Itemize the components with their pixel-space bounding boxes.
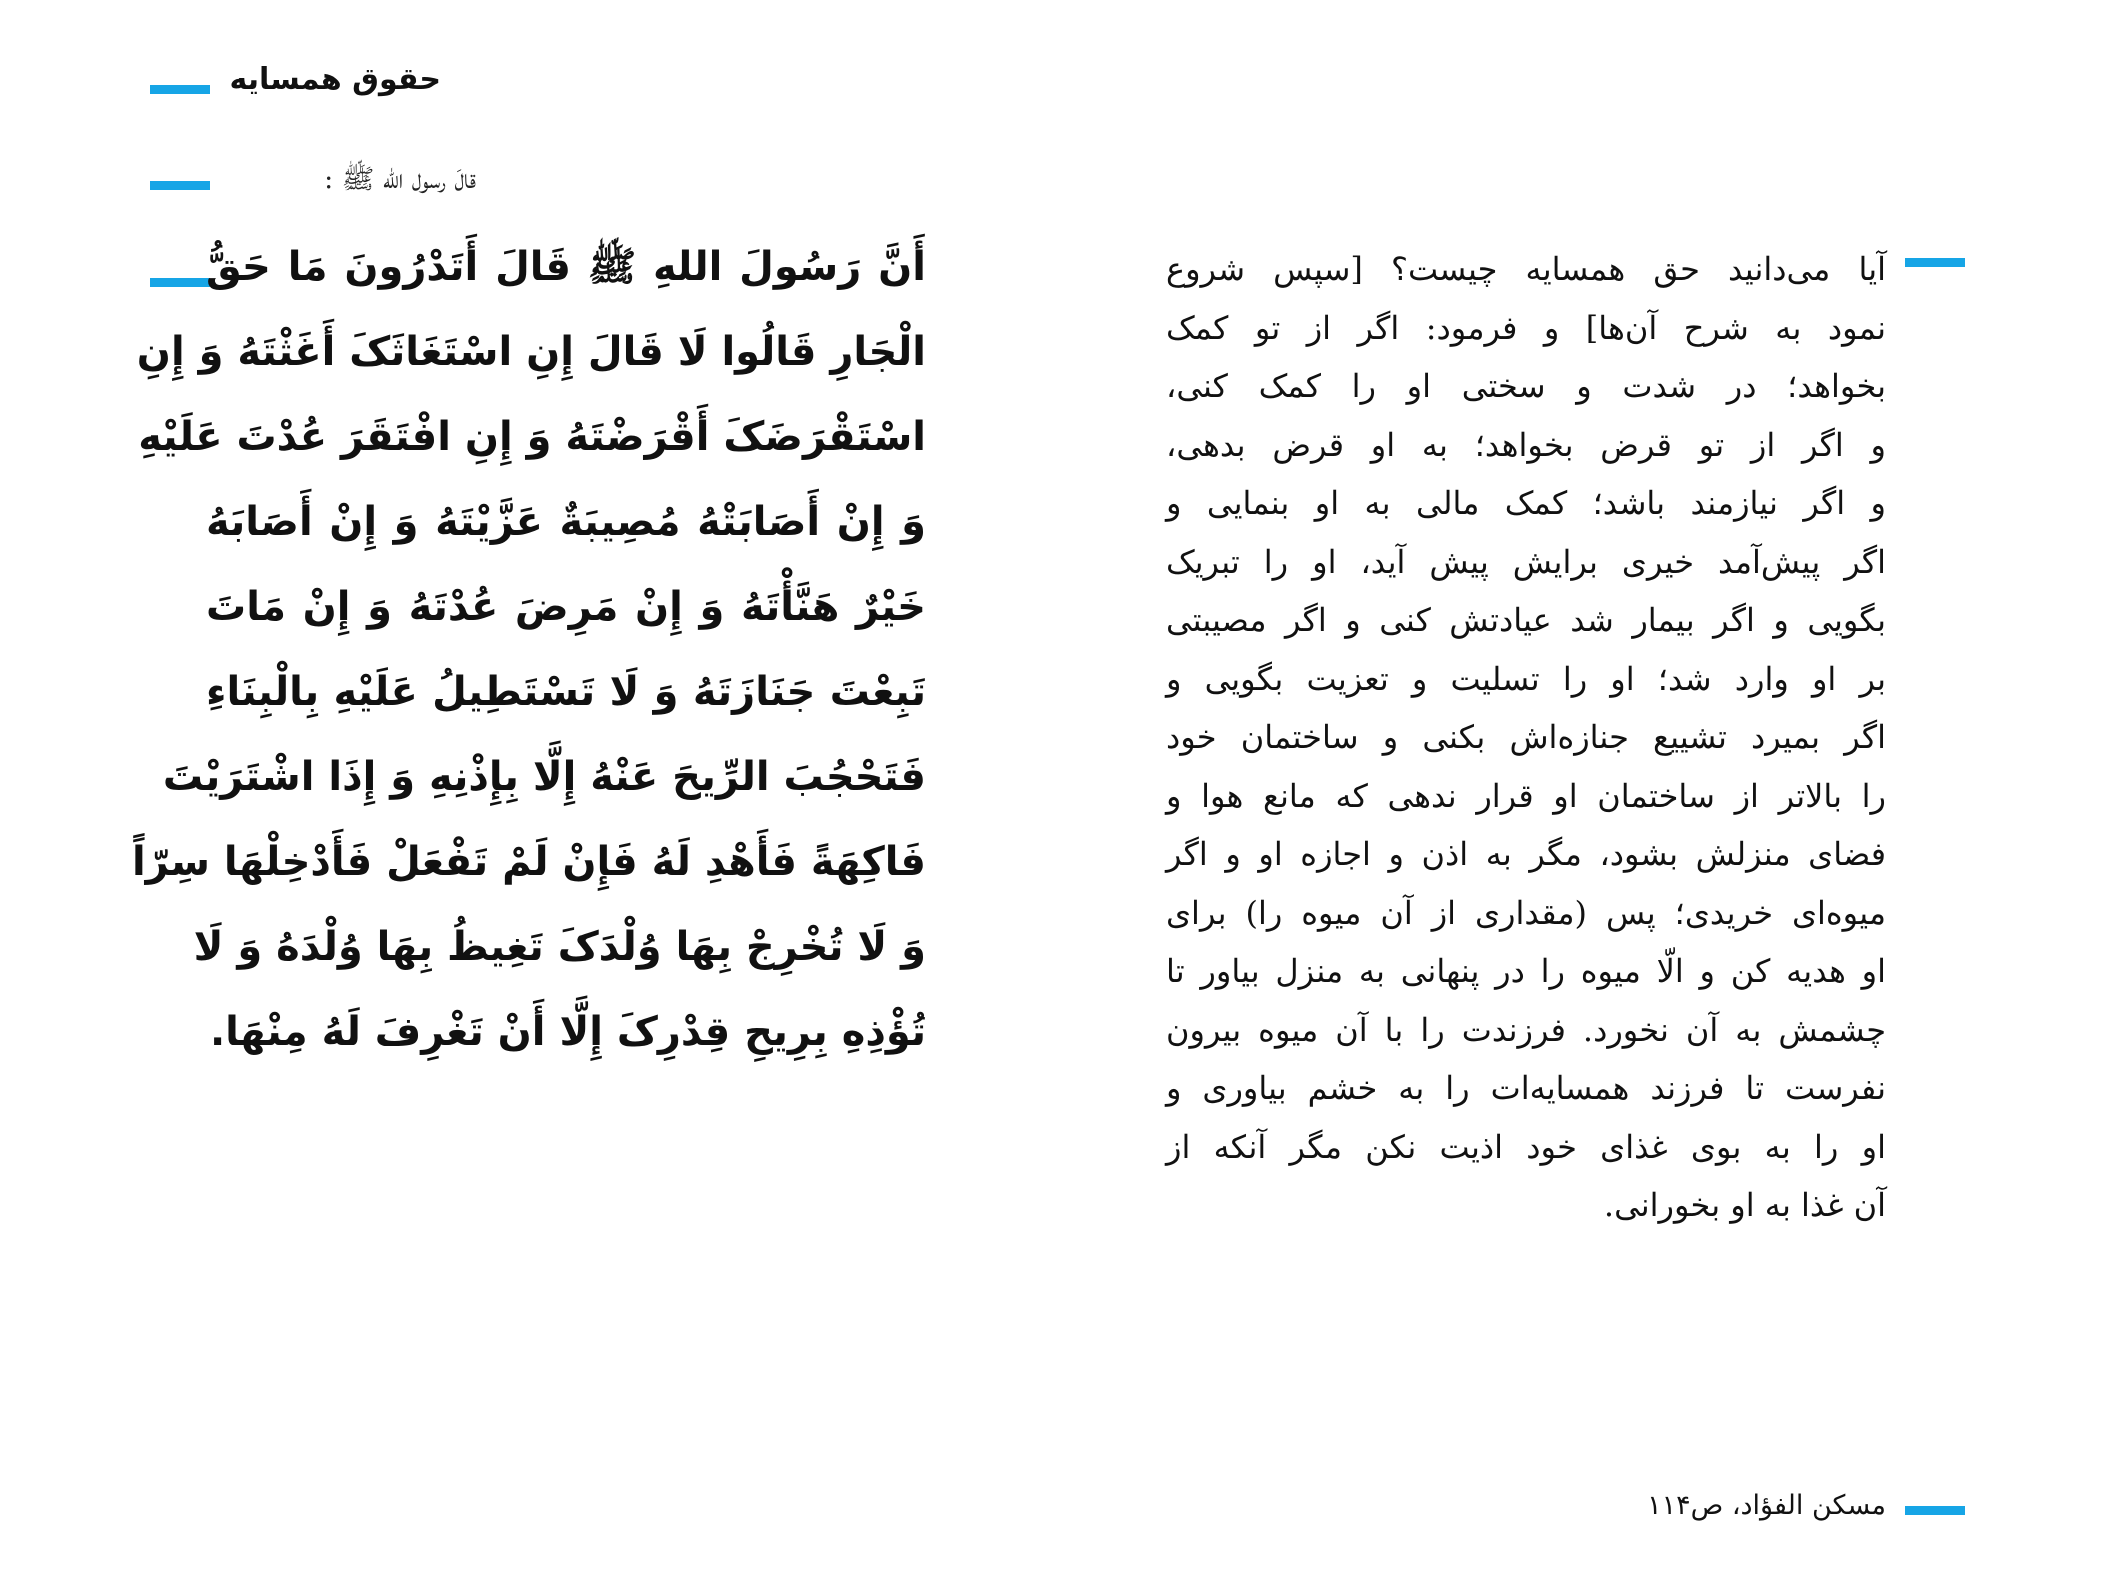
arabic-hadith-line: خَيْرٌ هَنَّأْتَهُ وَ إِنْ مَرِضَ عُدْتَهُ وَ إِنْ مَاتَ: [206, 584, 926, 630]
source-reference: مسکن الفؤاد، ص۱۱۴: [1647, 1490, 1886, 1521]
translation-line: فضای منزلش بشود، مگر به اذن و اجازه او و اگر: [1166, 835, 1887, 873]
arabic-hadith-line: وَ إِنْ أَصَابَتْهُ مُصِيبَةٌ عَزَّيْتَهُ وَ إِنْ أَصَابَهُ: [206, 499, 926, 545]
translation-line: نمود به شرح آن‌ها] و فرمود: اگر از تو کمک: [1166, 308, 1886, 347]
arabic-hadith-line: اسْتَقْرَضَکَ أَقْرَضْتَهُ وَ إِنِ افْتَقَرَ عُدْتَ عَلَيْهِ: [138, 414, 926, 460]
translation-line: او هدیه کن و الّا میوه را در پنهانی به منزل بیاور تا: [1166, 952, 1886, 990]
translation-line: میوه‌ای خریدی؛ پس (مقداری از آن میوه را) برای: [1166, 893, 1886, 932]
translation-line: و اگر نیازمند باشد؛ کمک مالی به او بنمایی و: [1166, 484, 1886, 522]
arabic-hadith-line: وَ لَا تُخْرِجْ بِهَا وُلْدَکَ تَغِيظُ بِهَا وُلْدَهُ وَ لَا: [193, 924, 926, 970]
arabic-hadith: [131, 225, 926, 1075]
hadith-accent-bar: [150, 278, 210, 287]
translation-line: اگر بمیرد تشییع جنازه‌اش بکنی و ساختمان خود: [1166, 718, 1886, 756]
arabic-hadith-line: الْجَارِ قَالُوا لَا قَالَ إِنِ اسْتَغَاثَکَ أَغَثْتَهُ وَ إِنِ: [136, 329, 926, 375]
persian-translation: [1166, 240, 1886, 1235]
translation-line: آیا می‌دانید حق همسایه چیست؟ [سپس شروع: [1166, 250, 1886, 288]
translation-line: او را به بوی غذای خود اذیت نکن مگر آنکه از: [1166, 1127, 1886, 1166]
translation-line: آن غذا به او بخورانی.: [1603, 1186, 1886, 1224]
translation-line: چشمش به آن نخورد. فرزندت را با آن میوه بیرون: [1166, 1010, 1887, 1049]
arabic-hadith-line: تَبِعْتَ جَنَازَتَهُ وَ لَا تَسْتَطِيلُ عَلَيْهِ بِالْبِنَاءِ: [206, 669, 926, 715]
arabic-hadith-line: فَاكِهَةً فَأَهْدِ لَهُ فَإِنْ لَمْ تَفْعَلْ فَأَدْخِلْهَا سِرّاً: [131, 839, 926, 885]
arabic-hadith-line: تُؤْذِهِ بِرِيحِ قِدْرِکَ إِلَّا أَنْ تَغْرِفَ لَهُ مِنْهَا.: [209, 1009, 926, 1055]
narrator-line: قالَ رسول الله ﷺ :: [324, 164, 476, 195]
arabic-hadith-line: فَتَحْجُبَ الرِّيحَ عَنْهُ إِلَّا بِإِذْنِهِ وَ إِذَا اشْتَرَيْتَ: [162, 754, 926, 800]
section-title: حقوق همسایه: [229, 62, 441, 97]
translation-line: بخواهد؛ در شدت و سختی او را کمک کنی،: [1166, 367, 1886, 405]
narrator-accent-bar: [150, 181, 210, 190]
translation-line: را بالاتر از ساختمان او قرار ندهی که مانع هوا و: [1166, 776, 1886, 815]
arabic-hadith-line: أَنَّ رَسُولَ اللهِ ﷺ قَالَ أَتَدْرُونَ مَا حَقُّ: [206, 244, 926, 290]
title-accent-bar: [150, 85, 210, 94]
translation-line: بگویی و اگر بیمار شد عیادتش کنی و اگر مصیبتی: [1166, 601, 1887, 639]
translation-accent-bar: [1905, 258, 1965, 267]
source-accent-bar: [1905, 1506, 1965, 1515]
translation-line: اگر پیش‌آمد خیری برایش پیش آید، او را تبریک: [1166, 542, 1886, 581]
translation-line: نفرست تا فرزند همسایه‌ات را به خشم بیاوری و: [1166, 1069, 1886, 1107]
translation-line: و اگر از تو قرض بخواهد؛ به او قرض بدهی،: [1166, 425, 1886, 464]
translation-line: بر او وارد شد؛ او را تسلیت و تعزیت بگویی و: [1166, 659, 1887, 698]
